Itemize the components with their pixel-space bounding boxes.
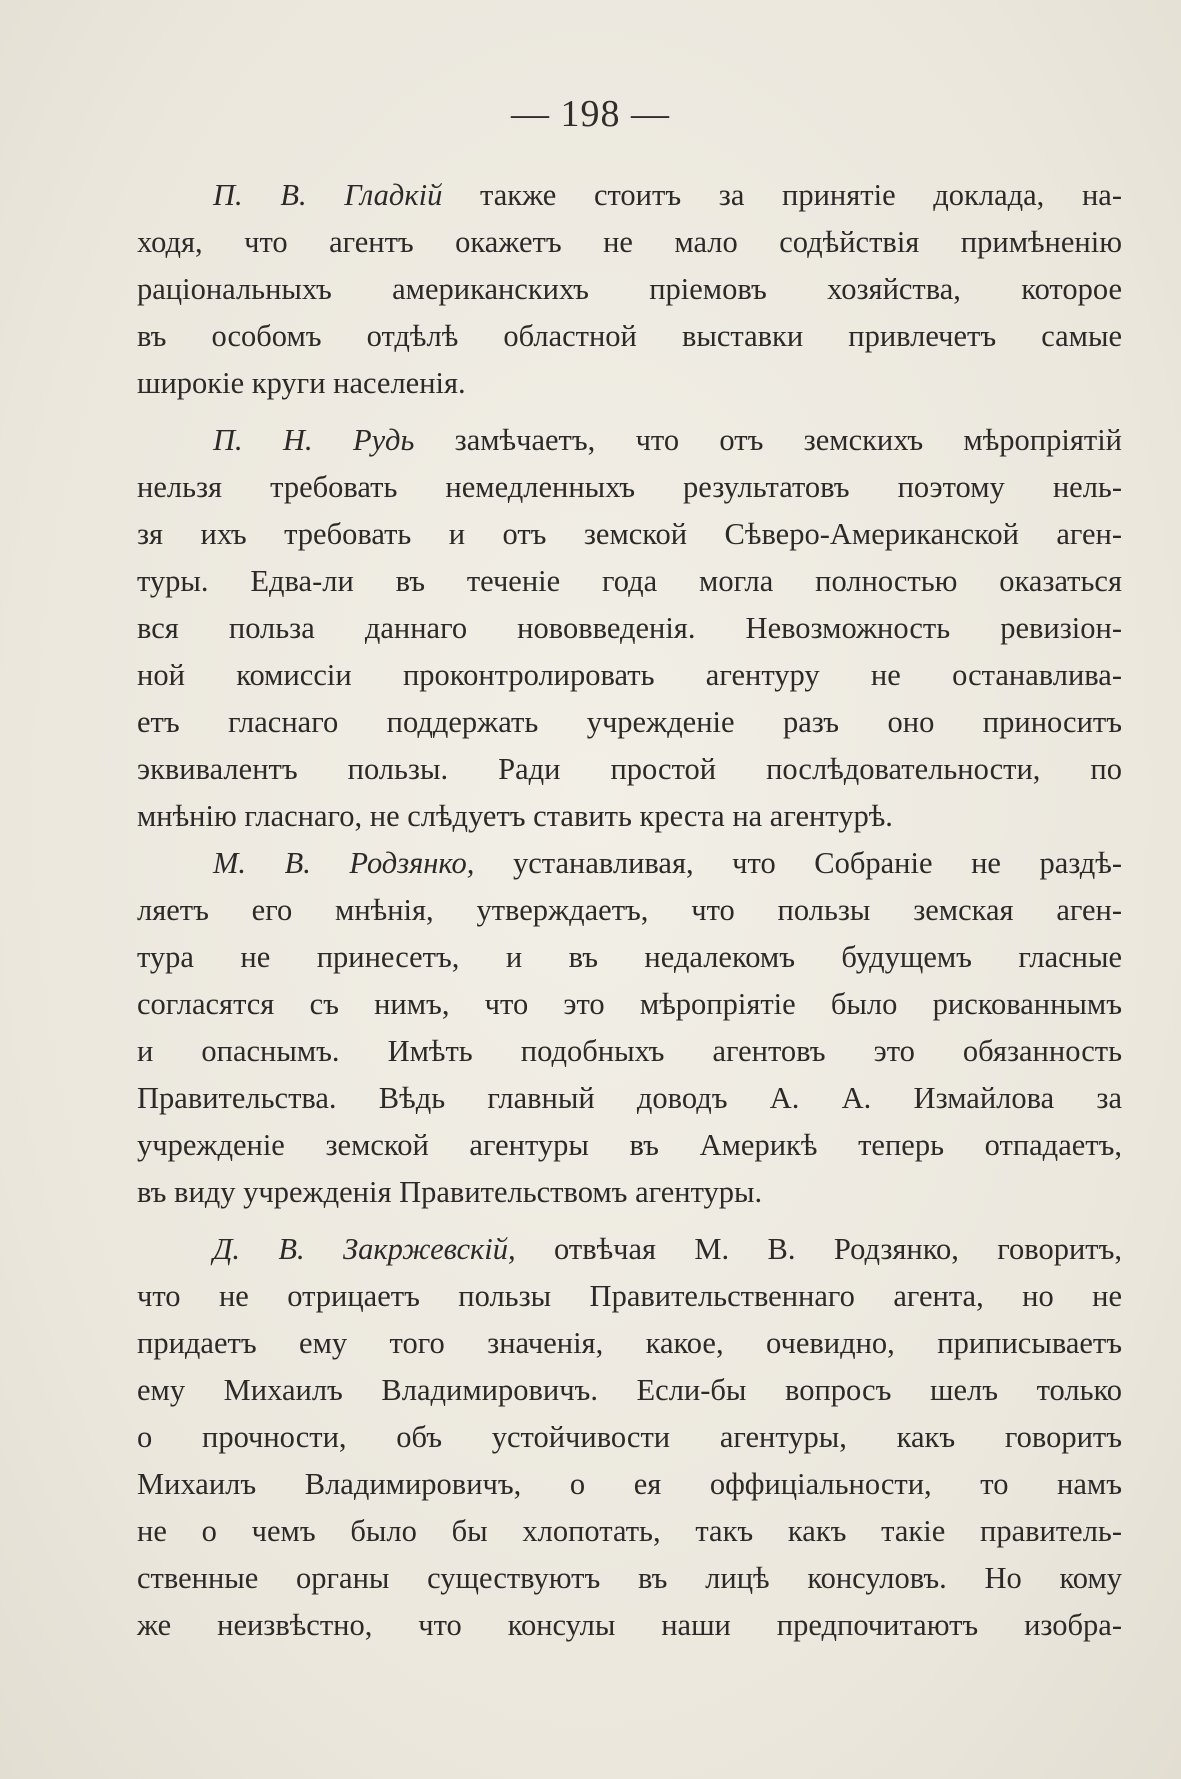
text-line: Д. В. Закржевскій, отвѣчая М. В. Родзянко, говоритъ,: [213, 1232, 1123, 1266]
text-line: не о чемъ было бы хлопотать, такъ какъ такіе правитель-: [137, 1514, 1122, 1548]
text-line: ему Михаилъ Владимировичъ. Если-бы вопросъ шелъ только: [137, 1373, 1122, 1407]
text-line: широкіе круги населенія.: [137, 366, 466, 400]
text-line: въ виду учрежденія Правительствомъ агентуры.: [137, 1175, 763, 1209]
text-line: туры. Едва-ли въ теченіе года могла полностью оказаться: [137, 564, 1122, 598]
text-line: о прочности, объ устойчивости агентуры, какъ говоритъ: [137, 1420, 1122, 1454]
text-line: ственные органы существуютъ въ лицѣ консуловъ. Но кому: [137, 1561, 1122, 1595]
text-line: П. В. Гладкій также стоитъ за принятіе доклада, на-: [213, 178, 1122, 212]
text-line: П. Н. Рудь замѣчаетъ, что отъ земскихъ мѣропріятій: [213, 423, 1122, 457]
text-line: эквивалентъ пользы. Ради простой послѣдовательности, по: [137, 752, 1122, 786]
text-line: нельзя требовать немедленныхъ результатовъ поэтому нель-: [137, 470, 1122, 504]
speaker-name: Д. В. Закржевскій,: [213, 1232, 516, 1266]
text-line: учрежденіе земской агентуры въ Америкѣ теперь отпадаетъ,: [137, 1128, 1122, 1162]
page-number: — 198 —: [511, 93, 670, 135]
text-line: раціональныхъ американскихъ пріемовъ хозяйства, которое: [137, 272, 1122, 306]
text-line: ляетъ его мнѣнія, утверждаетъ, что пользы земская аген-: [137, 893, 1122, 927]
text-line: М. В. Родзянко, устанавливая, что Собраніе не раздѣ-: [213, 846, 1123, 880]
text-line: что не отрицаетъ пользы Правительственнаго агента, но не: [137, 1279, 1122, 1313]
text-line: ходя, что агентъ окажетъ не мало содѣйствія примѣненію: [137, 225, 1122, 259]
text-line: тура не принесетъ, и въ недалекомъ будущемъ гласные: [137, 940, 1122, 974]
body-text: [137, 172, 1122, 1649]
text-line: зя ихъ требовать и отъ земской Сѣверо-Американской аген-: [137, 517, 1122, 551]
text-line: ной комиссіи проконтролировать агентуру не останавлива-: [137, 658, 1122, 692]
speaker-name: П. Н. Рудь: [213, 423, 415, 457]
text-line: Правительства. Вѣдь главный доводъ А. А. Измайлова за: [137, 1081, 1122, 1115]
text-line: и опаснымъ. Имѣть подобныхъ агентовъ это обязанность: [137, 1034, 1122, 1068]
text-line: согласятся съ нимъ, что это мѣропріятіе было рискованнымъ: [137, 987, 1122, 1021]
paragraph-rodzyanko: [137, 840, 1122, 1216]
speaker-name: П. В. Гладкій: [213, 178, 443, 212]
text-line: етъ гласнаго поддержать учрежденіе разъ оно приноситъ: [137, 705, 1122, 739]
speaker-name: М. В. Родзянко,: [213, 846, 475, 880]
text-line: въ особомъ отдѣлѣ областной выставки привлечетъ самые: [137, 319, 1122, 353]
paragraph-rud: [137, 417, 1122, 840]
paragraph-zakrzhevskiy: [137, 1226, 1122, 1649]
text-line: вся польза даннаго нововведенія. Невозможность ревизіон-: [137, 611, 1122, 645]
text-line: придаетъ ему того значенія, какое, очевидно, приписываетъ: [137, 1326, 1122, 1360]
text-line: Михаилъ Владимировичъ, о ея оффиціальности, то намъ: [137, 1467, 1122, 1501]
text-line: мнѣнію гласнаго, не слѣдуетъ ставить креста на агентурѣ.: [137, 799, 893, 833]
text-line: же неизвѣстно, что консулы наши предпочитаютъ изобра-: [137, 1608, 1122, 1642]
paragraph-gladkiy: [137, 172, 1122, 407]
